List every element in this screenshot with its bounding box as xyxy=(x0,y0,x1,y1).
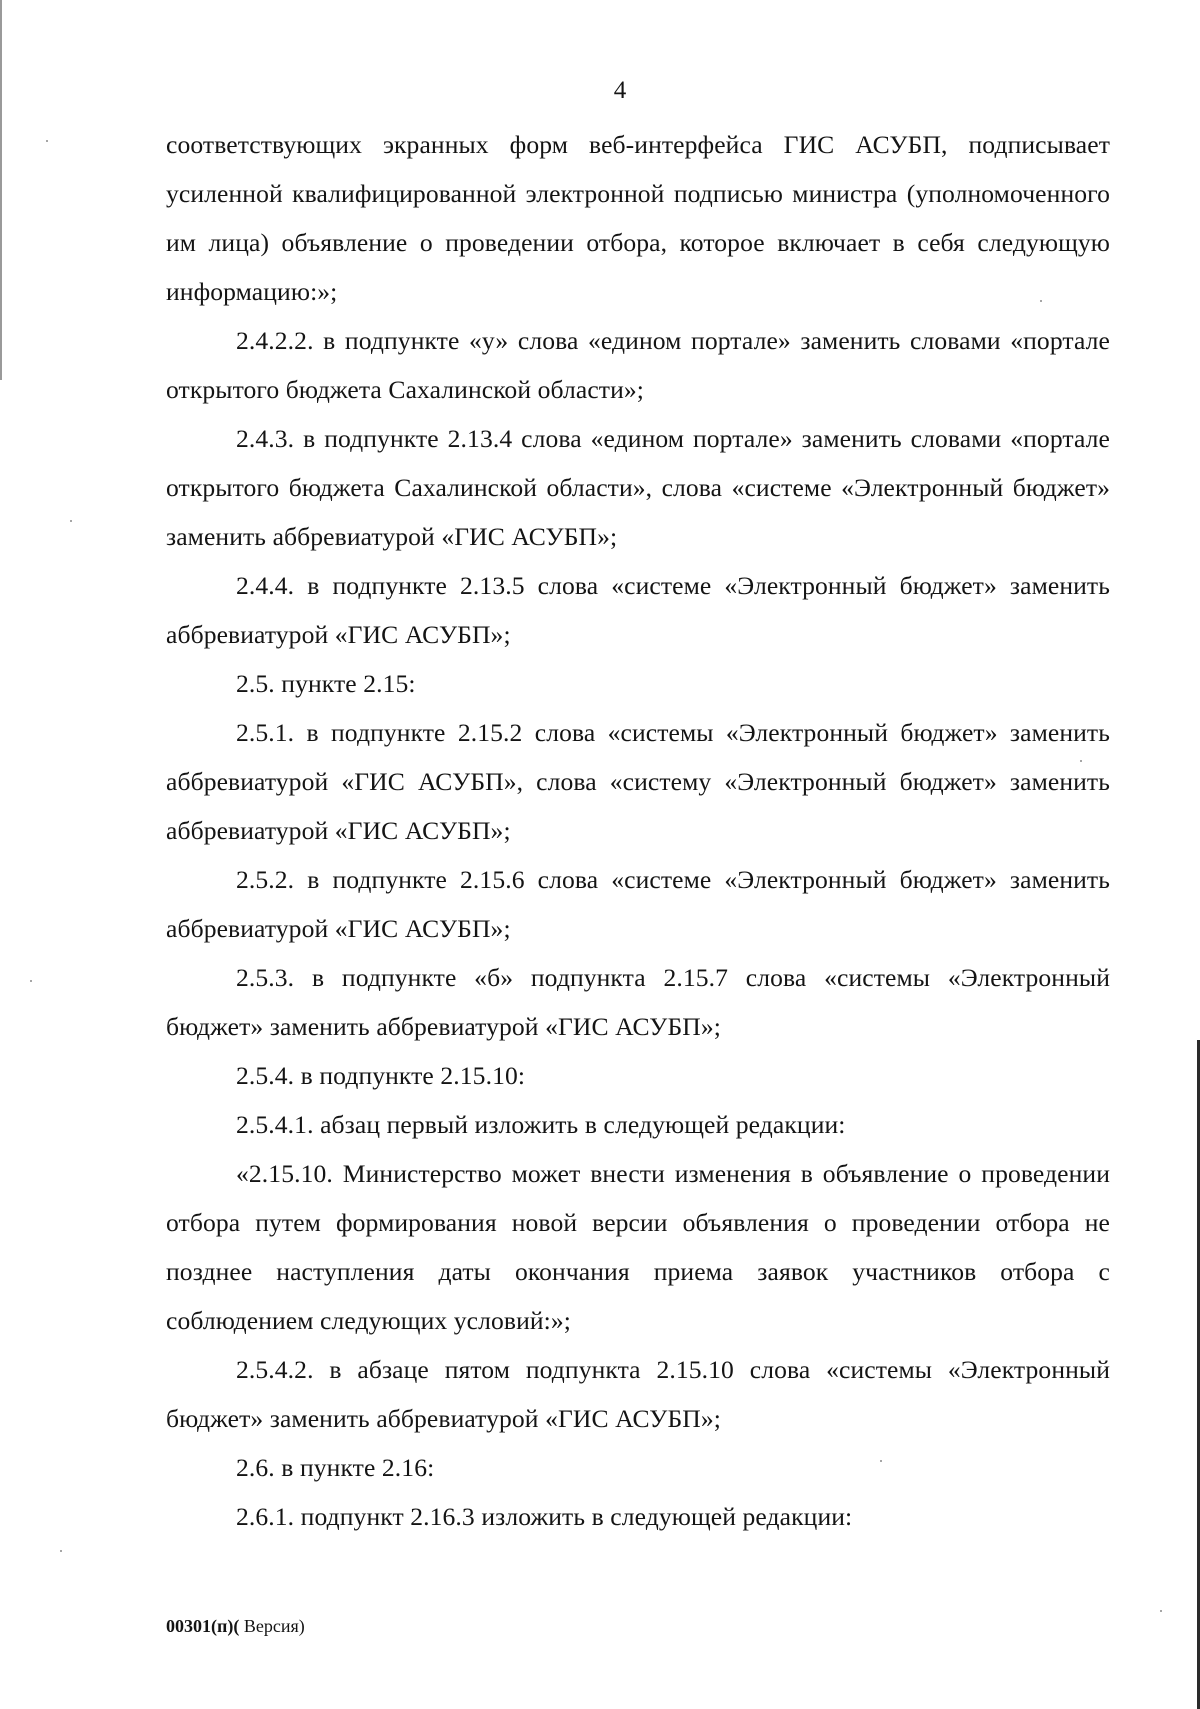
footer-version: Версия) xyxy=(239,1616,305,1636)
document-body xyxy=(166,120,1110,1541)
paragraph-2-5: 2.5. пункте 2.15: xyxy=(236,669,416,698)
scan-speck xyxy=(1040,300,1042,302)
paragraph-2-5-4-1: 2.5.4.1. абзац первый изложить в следующей редакции: xyxy=(236,1110,846,1139)
paragraph-2-4-2-2: 2.4.2.2. в подпункте «у» слова «едином портале» заменить словами «портале открытого бюджета Сахалинской области»; xyxy=(166,326,1110,404)
scan-speck xyxy=(60,1550,62,1552)
scan-speck xyxy=(1080,760,1082,762)
paragraph-2-4-3: 2.4.3. в подпункте 2.13.4 слова «едином портале» заменить словами «портале открытого бюджета Сахалинской области», слова «системе «Электронный бюджет» заменить аббревиатурой «ГИС АСУБП»; xyxy=(166,424,1110,551)
paragraph-2-5-1: 2.5.1. в подпункте 2.15.2 слова «системы «Электронный бюджет» заменить аббревиатурой «ГИС АСУБП», слова «систему «Электронный бюджет» заменить аббревиатурой «ГИС АСУБП»; xyxy=(166,718,1110,845)
paragraph-quoted-2-15-10: «2.15.10. Министерство может внести изменения в объявление о проведении отбора путем формирования новой версии объявления о проведении отбора не позднее наступления даты окончания приема заявок участников отбора с соблюдением следующих условий:»; xyxy=(166,1159,1110,1335)
paragraph-2-4-4: 2.4.4. в подпункте 2.13.5 слова «системе «Электронный бюджет» заменить аббревиатурой «ГИС АСУБП»; xyxy=(166,571,1110,649)
paragraph-continuation: соответствующих экранных форм веб-интерфейса ГИС АСУБП, подписывает усиленной квалифицированной электронной подписью министра (уполномоченного им лица) объявление о проведении отбора, которое включает в себя следующую информацию:»; xyxy=(166,130,1110,306)
scan-speck xyxy=(46,140,48,142)
paragraph-2-5-4-2: 2.5.4.2. в абзаце пятом подпункта 2.15.10 слова «системы «Электронный бюджет» заменить аббревиатурой «ГИС АСУБП»; xyxy=(166,1355,1110,1433)
scan-speck xyxy=(70,520,72,522)
scan-edge-left xyxy=(0,0,2,380)
document-footer-code xyxy=(166,1615,305,1637)
scan-speck xyxy=(1160,1610,1162,1612)
footer-code: 00301(п)( xyxy=(166,1616,240,1636)
paragraph-2-6: 2.6. в пункте 2.16: xyxy=(236,1453,435,1482)
scan-speck xyxy=(30,980,32,982)
paragraph-2-5-3: 2.5.3. в подпункте «б» подпункта 2.15.7 слова «системы «Электронный бюджет» заменить аббревиатурой «ГИС АСУБП»; xyxy=(166,963,1110,1041)
paragraph-2-6-1: 2.6.1. подпункт 2.16.3 изложить в следующей редакции: xyxy=(236,1502,853,1531)
paragraph-2-5-4: 2.5.4. в подпункте 2.15.10: xyxy=(236,1061,526,1090)
page-number: 4 xyxy=(613,77,627,104)
paragraph-2-5-2: 2.5.2. в подпункте 2.15.6 слова «системе «Электронный бюджет» заменить аббревиатурой «ГИС АСУБП»; xyxy=(166,865,1110,943)
scan-speck xyxy=(880,1460,882,1462)
